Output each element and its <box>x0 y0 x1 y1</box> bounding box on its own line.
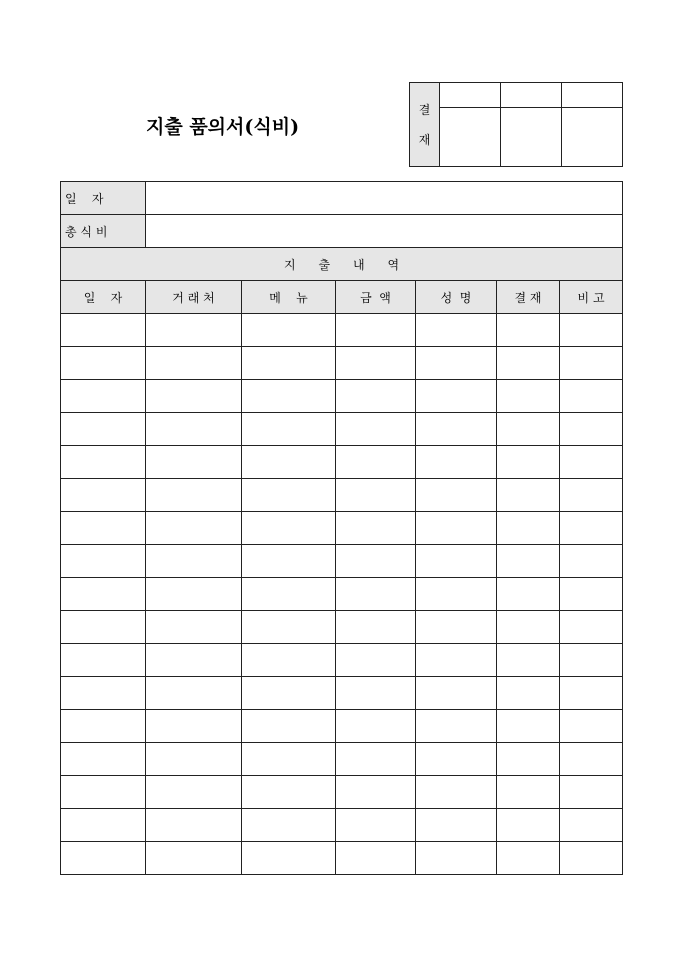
date-cell[interactable] <box>61 314 146 347</box>
approval-label-bottom: 재 <box>418 132 431 147</box>
remarks-cell[interactable] <box>560 842 623 875</box>
menu-cell[interactable] <box>242 314 336 347</box>
vendor-cell[interactable] <box>146 380 242 413</box>
vendor-cell[interactable] <box>146 446 242 479</box>
name-cell[interactable] <box>416 677 497 710</box>
amount-cell[interactable] <box>336 347 416 380</box>
name-cell[interactable] <box>416 545 497 578</box>
menu-cell[interactable] <box>242 644 336 677</box>
vendor-cell[interactable] <box>146 743 242 776</box>
column-header-amount: 금 액 <box>336 281 416 314</box>
date-cell[interactable] <box>61 479 146 512</box>
name-cell[interactable] <box>416 611 497 644</box>
date-cell[interactable] <box>61 413 146 446</box>
approval-cell[interactable] <box>497 380 560 413</box>
date-cell[interactable] <box>61 776 146 809</box>
menu-cell[interactable] <box>242 479 336 512</box>
date-cell[interactable] <box>61 578 146 611</box>
approval-label <box>410 83 440 167</box>
name-cell[interactable] <box>416 710 497 743</box>
amount-cell[interactable] <box>336 479 416 512</box>
amount-cell[interactable] <box>336 578 416 611</box>
table-row <box>61 578 623 611</box>
menu-cell[interactable] <box>242 776 336 809</box>
approval-sign-cell-2[interactable] <box>501 108 562 167</box>
table-row <box>61 644 623 677</box>
remarks-cell[interactable] <box>560 776 623 809</box>
date-cell[interactable] <box>61 677 146 710</box>
approval-cell[interactable] <box>497 446 560 479</box>
vendor-cell[interactable] <box>146 413 242 446</box>
document-title: 지출 품의서(식비) <box>146 116 300 138</box>
approval-cell[interactable] <box>497 644 560 677</box>
approval-box <box>409 82 623 167</box>
amount-cell[interactable] <box>336 743 416 776</box>
menu-cell[interactable] <box>242 446 336 479</box>
approval-cell[interactable] <box>497 611 560 644</box>
remarks-cell[interactable] <box>560 380 623 413</box>
table-row <box>61 446 623 479</box>
remarks-cell[interactable] <box>560 512 623 545</box>
menu-cell[interactable] <box>242 842 336 875</box>
approval-cell[interactable] <box>497 809 560 842</box>
approval-title-cell-1[interactable] <box>440 83 501 108</box>
table-row <box>61 479 623 512</box>
name-cell[interactable] <box>416 314 497 347</box>
approval-title-cell-3[interactable] <box>562 83 623 108</box>
vendor-cell[interactable] <box>146 710 242 743</box>
date-cell[interactable] <box>61 347 146 380</box>
expense-details-header: 지 출 내 역 <box>61 248 623 281</box>
amount-cell[interactable] <box>336 545 416 578</box>
amount-cell[interactable] <box>336 446 416 479</box>
date-cell[interactable] <box>61 710 146 743</box>
remarks-cell[interactable] <box>560 314 623 347</box>
column-header-approval: 결 재 <box>497 281 560 314</box>
name-cell[interactable] <box>416 776 497 809</box>
name-cell[interactable] <box>416 842 497 875</box>
menu-cell[interactable] <box>242 710 336 743</box>
column-header-vendor: 거 래 처 <box>146 281 242 314</box>
amount-cell[interactable] <box>336 413 416 446</box>
date-field[interactable] <box>146 182 623 215</box>
approval-cell[interactable] <box>497 710 560 743</box>
vendor-cell[interactable] <box>146 314 242 347</box>
remarks-cell[interactable] <box>560 545 623 578</box>
date-cell[interactable] <box>61 446 146 479</box>
remarks-cell[interactable] <box>560 644 623 677</box>
table-row <box>61 710 623 743</box>
column-header-date: 일 자 <box>61 281 146 314</box>
remarks-cell[interactable] <box>560 413 623 446</box>
remarks-cell[interactable] <box>560 710 623 743</box>
table-row <box>61 776 623 809</box>
amount-cell[interactable] <box>336 644 416 677</box>
expense-table <box>60 181 623 875</box>
vendor-cell[interactable] <box>146 776 242 809</box>
name-cell[interactable] <box>416 446 497 479</box>
column-header-menu: 메 뉴 <box>242 281 336 314</box>
vendor-cell[interactable] <box>146 578 242 611</box>
approval-cell[interactable] <box>497 743 560 776</box>
table-row <box>61 743 623 776</box>
table-row <box>61 677 623 710</box>
date-cell[interactable] <box>61 611 146 644</box>
amount-cell[interactable] <box>336 677 416 710</box>
approval-cell[interactable] <box>497 479 560 512</box>
table-row <box>61 611 623 644</box>
approval-cell[interactable] <box>497 842 560 875</box>
table-row <box>61 842 623 875</box>
vendor-cell[interactable] <box>146 479 242 512</box>
menu-cell[interactable] <box>242 578 336 611</box>
table-row <box>61 413 623 446</box>
menu-cell[interactable] <box>242 512 336 545</box>
approval-sign-cell-3[interactable] <box>562 108 623 167</box>
vendor-cell[interactable] <box>146 644 242 677</box>
amount-cell[interactable] <box>336 611 416 644</box>
name-cell[interactable] <box>416 347 497 380</box>
menu-cell[interactable] <box>242 380 336 413</box>
remarks-cell[interactable] <box>560 578 623 611</box>
remarks-cell[interactable] <box>560 446 623 479</box>
date-cell[interactable] <box>61 545 146 578</box>
name-cell[interactable] <box>416 479 497 512</box>
remarks-cell[interactable] <box>560 479 623 512</box>
amount-cell[interactable] <box>336 380 416 413</box>
table-row <box>61 380 623 413</box>
table-row <box>61 545 623 578</box>
menu-cell[interactable] <box>242 347 336 380</box>
date-cell[interactable] <box>61 380 146 413</box>
vendor-cell[interactable] <box>146 545 242 578</box>
remarks-cell[interactable] <box>560 677 623 710</box>
remarks-cell[interactable] <box>560 809 623 842</box>
table-row <box>61 314 623 347</box>
approval-cell[interactable] <box>497 776 560 809</box>
date-cell[interactable] <box>61 743 146 776</box>
menu-cell[interactable] <box>242 611 336 644</box>
name-cell[interactable] <box>416 578 497 611</box>
vendor-cell[interactable] <box>146 677 242 710</box>
remarks-cell[interactable] <box>560 743 623 776</box>
amount-cell[interactable] <box>336 776 416 809</box>
date-label: 일 자 <box>61 182 146 215</box>
remarks-cell[interactable] <box>560 347 623 380</box>
column-header-remarks: 비 고 <box>560 281 623 314</box>
date-cell[interactable] <box>61 512 146 545</box>
name-cell[interactable] <box>416 512 497 545</box>
approval-sign-cell-1[interactable] <box>440 108 501 167</box>
name-cell[interactable] <box>416 380 497 413</box>
vendor-cell[interactable] <box>146 842 242 875</box>
approval-cell[interactable] <box>497 677 560 710</box>
name-cell[interactable] <box>416 644 497 677</box>
table-row <box>61 347 623 380</box>
remarks-cell[interactable] <box>560 611 623 644</box>
column-header-name: 성 명 <box>416 281 497 314</box>
menu-cell[interactable] <box>242 743 336 776</box>
approval-cell[interactable] <box>497 545 560 578</box>
approval-cell[interactable] <box>497 413 560 446</box>
amount-cell[interactable] <box>336 512 416 545</box>
total-meal-cost-label: 총 식 비 <box>61 215 146 248</box>
approval-cell[interactable] <box>497 314 560 347</box>
name-cell[interactable] <box>416 413 497 446</box>
menu-cell[interactable] <box>242 413 336 446</box>
name-cell[interactable] <box>416 809 497 842</box>
date-cell[interactable] <box>61 644 146 677</box>
date-cell[interactable] <box>61 842 146 875</box>
vendor-cell[interactable] <box>146 809 242 842</box>
vendor-cell[interactable] <box>146 512 242 545</box>
approval-title-cell-2[interactable] <box>501 83 562 108</box>
menu-cell[interactable] <box>242 545 336 578</box>
table-row <box>61 512 623 545</box>
approval-cell[interactable] <box>497 347 560 380</box>
vendor-cell[interactable] <box>146 611 242 644</box>
menu-cell[interactable] <box>242 809 336 842</box>
total-meal-cost-field[interactable] <box>146 215 623 248</box>
date-cell[interactable] <box>61 809 146 842</box>
vendor-cell[interactable] <box>146 347 242 380</box>
table-row <box>61 809 623 842</box>
menu-cell[interactable] <box>242 677 336 710</box>
amount-cell[interactable] <box>336 842 416 875</box>
approval-cell[interactable] <box>497 578 560 611</box>
amount-cell[interactable] <box>336 809 416 842</box>
amount-cell[interactable] <box>336 710 416 743</box>
approval-cell[interactable] <box>497 512 560 545</box>
name-cell[interactable] <box>416 743 497 776</box>
approval-label-top: 결 <box>418 102 431 117</box>
amount-cell[interactable] <box>336 314 416 347</box>
